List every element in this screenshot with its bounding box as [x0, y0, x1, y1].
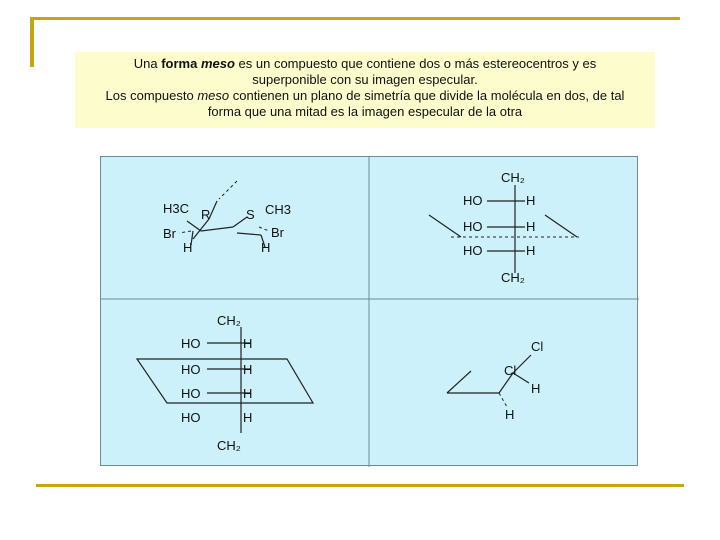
- label-h-1: H: [526, 193, 536, 208]
- term-meso: meso: [200, 56, 235, 71]
- label-ho-bl-3: HO: [181, 386, 201, 401]
- label-ho-bl-4: HO: [181, 410, 201, 425]
- plane-edge-left: [429, 215, 461, 237]
- label-ho-1: HO: [463, 193, 483, 208]
- label-br-left: Br: [163, 226, 176, 241]
- label-ch2-bottom-bl: CH₂: [217, 438, 241, 453]
- gold-rule-bottom: [36, 484, 684, 487]
- label-ho-bl-1: HO: [181, 336, 201, 351]
- panel-top-right-fischer: [429, 170, 579, 285]
- label-h-bl-2: H: [243, 362, 253, 377]
- label-h-bl-4: H: [243, 410, 253, 425]
- label-ch2-top-bl: CH₂: [217, 313, 241, 328]
- meso-structures-figure: [100, 156, 638, 466]
- definition-line-3: Los compuesto meso contienen un plano de simetría que divide la molécula en dos, de tal: [105, 88, 625, 103]
- label-h-right-br: H: [531, 381, 541, 396]
- plane-edge-right: [545, 215, 577, 237]
- c3-bond-up: [233, 217, 247, 227]
- mirror-plane-dashed: [219, 181, 237, 199]
- panel-bottom-left-fischer: [137, 313, 313, 453]
- gold-accent-vertical: [30, 17, 34, 67]
- label-ch3: CH3: [265, 202, 292, 217]
- mirror-plane-line-lower: [193, 219, 209, 239]
- label-ch2-top: CH₂: [501, 170, 525, 185]
- gold-rule-top: [30, 17, 680, 20]
- label-h-left: H: [183, 240, 193, 255]
- c3-br-dash: [259, 227, 269, 231]
- label-r: R: [201, 207, 211, 222]
- label-h-bl-3: H: [243, 386, 253, 401]
- c2-br-dash: [179, 231, 191, 233]
- label-s: S: [246, 207, 255, 222]
- definition-line-2: superponible con su imagen especular.: [252, 72, 478, 87]
- label-h3c: H3C: [163, 201, 190, 216]
- label-h-bottom-br: H: [505, 407, 515, 422]
- label-cl-mid: Cl: [504, 363, 517, 378]
- label-h-right: H: [261, 240, 271, 255]
- c2-c3-bond-left: [187, 221, 201, 231]
- structures-svg: [101, 157, 639, 467]
- definition-line-1: Una forma meso es un compuesto que contiene dos o más estereocentros y es: [133, 56, 597, 71]
- label-ho-3: HO: [463, 243, 483, 258]
- meso-definition-box: [75, 52, 655, 128]
- label-br-right: Br: [271, 225, 284, 240]
- label-cl-top: Cl: [531, 339, 544, 354]
- definition-line-4: forma que una mitad es la imagen especular de la otra: [207, 104, 523, 119]
- term-forma: forma: [161, 56, 201, 71]
- ring-bond-1: [447, 371, 471, 393]
- label-ch2-bottom: CH₂: [501, 270, 525, 285]
- symmetry-plane-parallelogram: [137, 359, 313, 403]
- label-ho-2: HO: [463, 219, 483, 234]
- panel-top-left-molecule: [163, 181, 291, 255]
- label-h-bl-1: H: [243, 336, 253, 351]
- c-h-dash: [499, 393, 507, 407]
- c3-bond-right: [237, 233, 261, 235]
- panel-bottom-right-molecule: [447, 339, 543, 422]
- label-h-3: H: [526, 243, 536, 258]
- label-h-2: H: [526, 219, 536, 234]
- c2-c3-bond: [201, 227, 233, 231]
- label-ho-bl-2: HO: [181, 362, 201, 377]
